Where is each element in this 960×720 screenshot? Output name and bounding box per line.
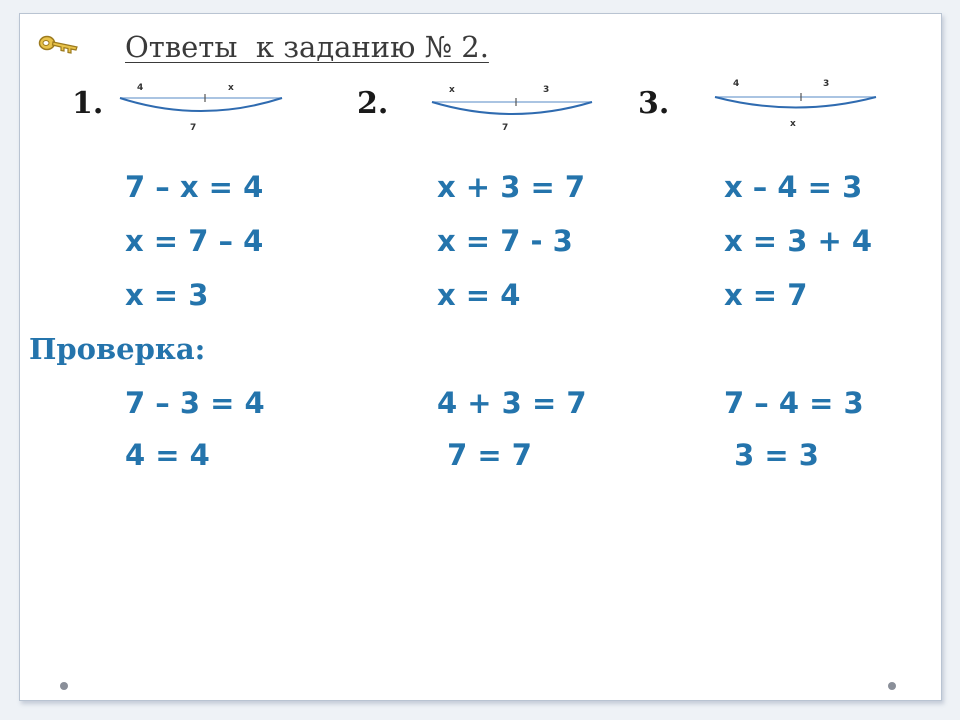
task-1-solution-line-1: 7 – х = 4 — [125, 170, 264, 204]
diagram-2-top-left: x — [449, 85, 455, 95]
task-3-solution-line-2: х = 3 + 4 — [724, 224, 873, 258]
task-2-check-line-1: 4 + 3 = 7 — [437, 386, 587, 420]
task-3-check-line-2: 3 = 3 — [724, 438, 819, 472]
corner-dot-left — [60, 682, 68, 690]
diagram-2-top-right: 3 — [543, 85, 550, 95]
diagram-2-bottom: 7 — [502, 123, 509, 133]
task-number-1: 1. — [72, 86, 104, 121]
task-1-check-line-1: 7 – 3 = 4 — [125, 386, 265, 420]
diagram-3-top-right: 3 — [823, 79, 830, 89]
diagram-1-bottom: 7 — [190, 123, 197, 133]
task-1-solution-line-3: х = 3 — [125, 278, 209, 312]
task-2-solution-line-2: х = 7 - 3 — [437, 224, 573, 258]
diagram-3-top-left: 4 — [733, 79, 740, 89]
page-title: Ответы к заданию № 2. — [125, 30, 489, 64]
task-2-solution-line-3: х = 4 — [437, 278, 521, 312]
task-number-2: 2. — [357, 86, 389, 121]
key-icon — [38, 34, 80, 56]
diagram-3-bottom: x — [790, 119, 796, 129]
segment-diagram-3 — [710, 74, 885, 132]
task-1-check-line-2: 4 = 4 — [125, 438, 210, 472]
diagram-1-top-right: x — [228, 83, 234, 93]
task-3-solution-line-3: х = 7 — [724, 278, 808, 312]
corner-dot-right — [888, 682, 896, 690]
segment-diagram-2 — [427, 80, 602, 135]
diagram-1-top-left: 4 — [137, 83, 144, 93]
task-2-check-line-2: 7 = 7 — [437, 438, 532, 472]
task-3-check-line-1: 7 – 4 = 3 — [724, 386, 864, 420]
task-number-3: 3. — [638, 86, 670, 121]
segment-diagram-1 — [115, 78, 290, 133]
task-3-solution-line-1: х – 4 = 3 — [724, 170, 863, 204]
task-2-solution-line-1: х + 3 = 7 — [437, 170, 586, 204]
check-label: Проверка: — [29, 332, 206, 366]
task-1-solution-line-2: х = 7 – 4 — [125, 224, 264, 258]
